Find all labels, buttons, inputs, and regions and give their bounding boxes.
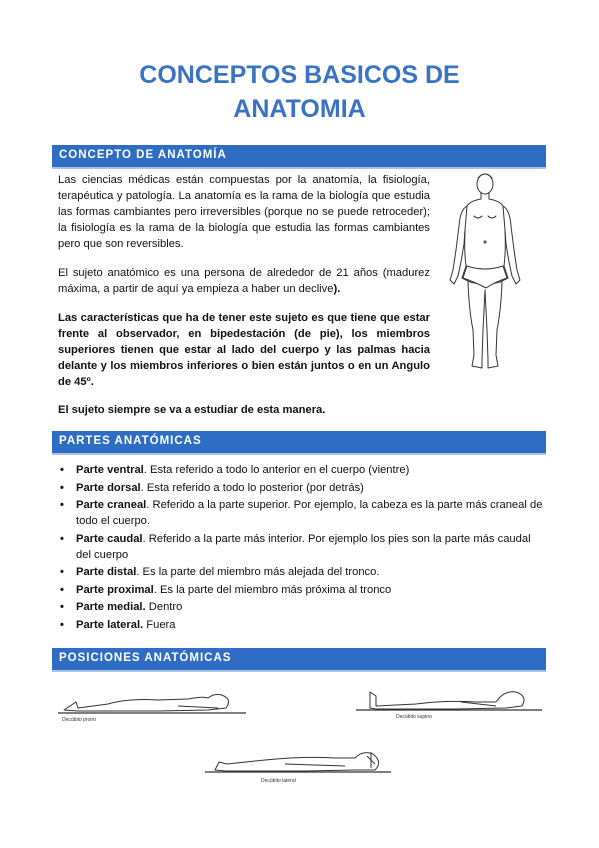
description: . Referido a la parte más interior. Por ejemplo los pies son la parte más caudal del cuerpo: [76, 532, 531, 561]
bullet: •: [60, 583, 64, 596]
list-item: [58, 480, 544, 496]
anatomical-figure-illustration: [440, 170, 530, 380]
bullet: •: [60, 464, 64, 476]
list-item: [58, 462, 544, 478]
description: Dentro: [145, 601, 183, 613]
caption-supine: Decúbito supino: [396, 714, 432, 720]
term: Parte ventral: [76, 464, 144, 476]
page-title: [0, 58, 599, 126]
term: Parte lateral.: [76, 618, 144, 631]
paragraph-characteristics: Las características que ha de tener este sujeto es que tiene que estar frente al observador, en bipedestación (de pie), los miembros superiores tienen que estar al lado del cuerpo y las palmas hacia delante y los miembros inferiores o bien están juntos o en un Angulo de 45º.: [58, 312, 430, 388]
description: . Esta referido a todo lo posterior (por detrás): [140, 481, 364, 494]
bullet: •: [60, 601, 64, 613]
term: Parte proximal: [76, 583, 154, 596]
term: Parte distal: [76, 566, 137, 578]
description: . Esta referido a todo lo anterior en el cuerpo (vientre): [143, 464, 410, 476]
section-header-posiciones: [52, 648, 546, 672]
list-item: [58, 531, 544, 563]
paragraph-conclusion: El sujeto siempre se va a estudiar de esta manera.: [58, 404, 326, 416]
list-item: [58, 497, 544, 529]
term: Parte caudal: [76, 532, 143, 545]
title-line-2: ANATOMIA: [233, 95, 366, 123]
caption-prone: Decúbito prono: [62, 717, 96, 722]
description: . Es la parte del miembro más próxima al tronco: [153, 583, 392, 596]
bullet: •: [60, 481, 64, 494]
section-header-concepto: [52, 145, 546, 169]
section-header-label: CONCEPTO DE ANATOMÍA: [59, 149, 227, 161]
term: Parte dorsal: [76, 481, 141, 494]
bullet: •: [60, 566, 64, 578]
title-line-1: CONCEPTOS BASICOS DE: [139, 61, 460, 89]
list-item: [58, 564, 544, 580]
section-header-partes: [52, 431, 546, 455]
list-item: [58, 582, 544, 598]
description: . Referido a la parte superior. Por ejemplo, la cabeza es la parte más craneal de todo el cuerpo.: [76, 499, 543, 527]
section-header-label: PARTES ANATÓMICAS: [59, 435, 202, 447]
list-item: [58, 617, 544, 633]
caption-lateral: Decúbito lateral: [261, 778, 296, 784]
paragraph-subject-text: El sujeto anatómico es una persona de alrededor de 21 años (madurez máxima, a partir de aquí ya empieza a haber un declive: [58, 267, 430, 295]
paragraph-subject-end: ).: [333, 283, 341, 295]
paragraph-intro: Las ciencias médicas están compuestas por la anatomía, la fisiología, terapéutica y patología. La anatomía es la rama de la biología que estudia las formas cambiantes pero irreversibles (porque no se puede retroceder); la fisiología es la rama de la biología que estudia las formas cambiantes pero que son reversibles.: [58, 174, 430, 250]
list-item: [58, 599, 544, 615]
term: Parte craneal: [76, 499, 147, 511]
prone-position-illustration: [58, 680, 246, 722]
anatomical-parts-list: [58, 462, 544, 634]
bullet: •: [60, 532, 64, 545]
paragraph-subject: [58, 265, 430, 297]
section-header-label: POSICIONES ANATÓMICAS: [59, 652, 232, 664]
term: Parte medial.: [76, 601, 146, 613]
supine-position-illustration: [356, 680, 542, 722]
bullet: •: [60, 618, 64, 631]
description: . Es la parte del miembro más alejada del tronco.: [136, 566, 380, 578]
bullet: •: [60, 499, 64, 511]
lateral-position-illustration: [205, 742, 391, 790]
description: Fuera: [143, 618, 176, 631]
